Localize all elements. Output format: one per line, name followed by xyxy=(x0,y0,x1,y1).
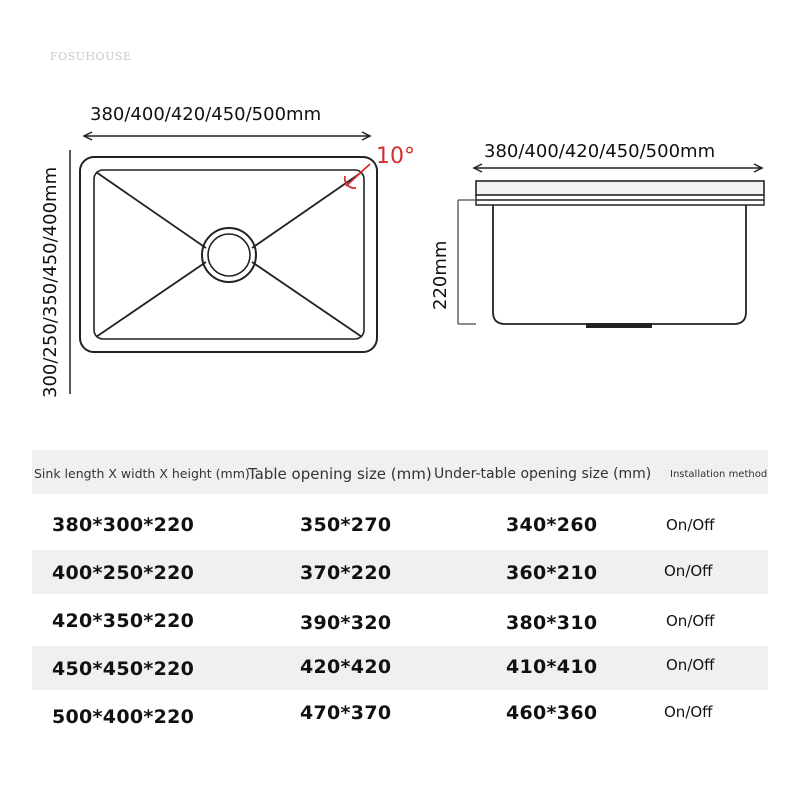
profile-height-label: 220mm xyxy=(430,240,451,310)
profile-width-arrow xyxy=(474,164,762,172)
table-opening-cell: 420*420 xyxy=(300,656,392,678)
profile-height-bracket xyxy=(458,200,476,324)
sink-size-cell: 450*450*220 xyxy=(52,658,195,680)
profile-width-label: 380/400/420/450/500mm xyxy=(484,141,716,162)
header-table-opening: Table opening size (mm) xyxy=(248,465,432,483)
header-under-table-opening: Under-table opening size (mm) xyxy=(434,466,652,482)
sink-size-cell: 500*400*220 xyxy=(52,706,195,728)
table-row xyxy=(32,646,768,690)
sink-size-cell: 400*250*220 xyxy=(52,562,195,584)
table-opening-cell: 470*370 xyxy=(300,702,392,724)
under-table-opening-cell: 340*260 xyxy=(506,514,598,536)
angle-marker xyxy=(345,164,370,188)
installation-method-cell: On/Off xyxy=(664,562,713,580)
header-installation-method: Installation method xyxy=(670,469,768,480)
top-width-label: 380/400/420/450/500mm xyxy=(90,104,322,125)
table-opening-cell: 350*270 xyxy=(300,514,392,536)
installation-method-cell: On/Off xyxy=(666,612,715,630)
under-table-opening-cell: 410*410 xyxy=(506,656,598,678)
top-width-arrow xyxy=(84,132,370,140)
under-table-opening-cell: 360*210 xyxy=(506,562,598,584)
installation-method-cell: On/Off xyxy=(666,656,715,674)
side-width-label: 300/250/350/450/400mm xyxy=(40,166,61,398)
under-table-opening-cell: 460*360 xyxy=(506,702,598,724)
table-row xyxy=(32,502,768,546)
table-row xyxy=(32,694,768,738)
sink-size-cell: 380*300*220 xyxy=(52,514,195,536)
under-table-opening-cell: 380*310 xyxy=(506,612,598,634)
table-row xyxy=(32,598,768,642)
table-row xyxy=(32,550,768,594)
brand-watermark: FOSUHOUSE xyxy=(50,50,132,63)
table-opening-cell: 370*220 xyxy=(300,562,392,584)
installation-method-cell: On/Off xyxy=(666,516,715,534)
table-header-row xyxy=(32,450,768,494)
table-opening-cell: 390*320 xyxy=(300,612,392,634)
sink-profile-view xyxy=(476,181,764,328)
sink-size-cell: 420*350*220 xyxy=(52,610,195,632)
installation-method-cell: On/Off xyxy=(664,703,713,721)
angle-label: 10° xyxy=(376,144,415,169)
header-sink-size: Sink length X width X height (mm) xyxy=(34,466,250,481)
sink-top-view xyxy=(80,157,377,352)
